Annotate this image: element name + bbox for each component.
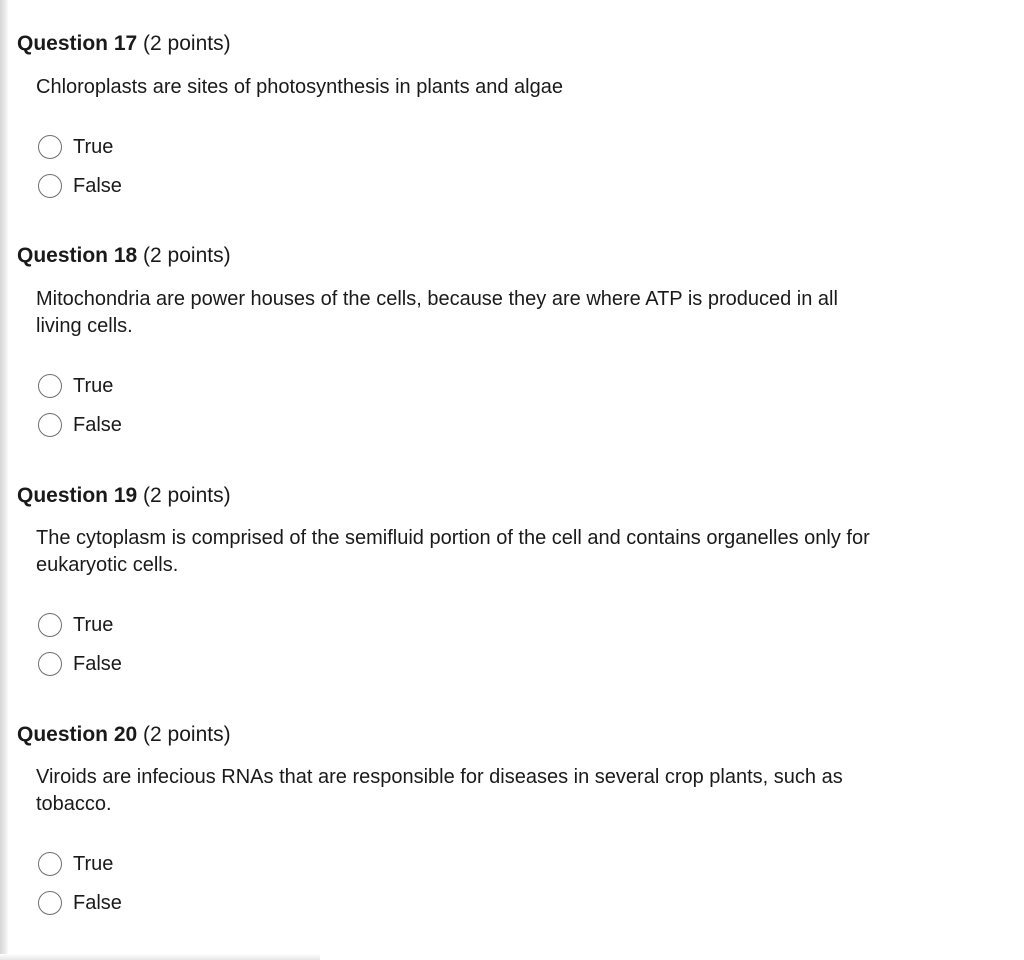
- question-header: [17, 483, 231, 509]
- option-label: True: [73, 614, 114, 636]
- question-points: (2 points): [143, 32, 231, 55]
- radio-button[interactable]: [38, 174, 62, 198]
- option-false[interactable]: [38, 889, 122, 917]
- option-label: False: [73, 175, 122, 197]
- option-false[interactable]: [38, 650, 122, 678]
- option-label: True: [73, 853, 114, 875]
- radio-button[interactable]: [38, 891, 62, 915]
- radio-button[interactable]: [38, 613, 62, 637]
- question-header: [17, 722, 231, 748]
- question-points: (2 points): [143, 244, 231, 267]
- radio-button[interactable]: [38, 374, 62, 398]
- option-true[interactable]: [38, 372, 113, 400]
- question-text: The cytoplasm is comprised of the semifluid portion of the cell and contains organelles only for eukaryotic cells.: [36, 527, 870, 576]
- option-false[interactable]: [38, 411, 122, 439]
- question-title: Question 19: [17, 484, 138, 507]
- question-points: (2 points): [143, 484, 231, 507]
- option-label: True: [73, 375, 114, 397]
- radio-button[interactable]: [38, 135, 62, 159]
- radio-button[interactable]: [38, 413, 62, 437]
- option-label: False: [73, 414, 122, 436]
- option-label: False: [73, 892, 122, 914]
- option-false[interactable]: [38, 172, 122, 200]
- option-true[interactable]: [38, 611, 113, 639]
- question-title: Question 20: [17, 723, 138, 746]
- question-points: (2 points): [143, 723, 231, 746]
- question-title: Question 17: [17, 32, 138, 55]
- question-text: Viroids are infecious RNAs that are responsible for diseases in several crop plants, such as tobacco.: [36, 766, 843, 815]
- question-title: Question 18: [17, 244, 138, 267]
- question-text: Chloroplasts are sites of photosynthesis in plants and algae: [36, 76, 563, 98]
- question-text: Mitochondria are power houses of the cells, because they are where ATP is produced in all living cells.: [36, 288, 838, 337]
- radio-button[interactable]: [38, 852, 62, 876]
- question-header: [17, 31, 231, 57]
- radio-button[interactable]: [38, 652, 62, 676]
- question-header: [17, 243, 231, 269]
- option-true[interactable]: [38, 850, 113, 878]
- option-true[interactable]: [38, 133, 113, 161]
- option-label: False: [73, 653, 122, 675]
- option-label: True: [73, 136, 114, 158]
